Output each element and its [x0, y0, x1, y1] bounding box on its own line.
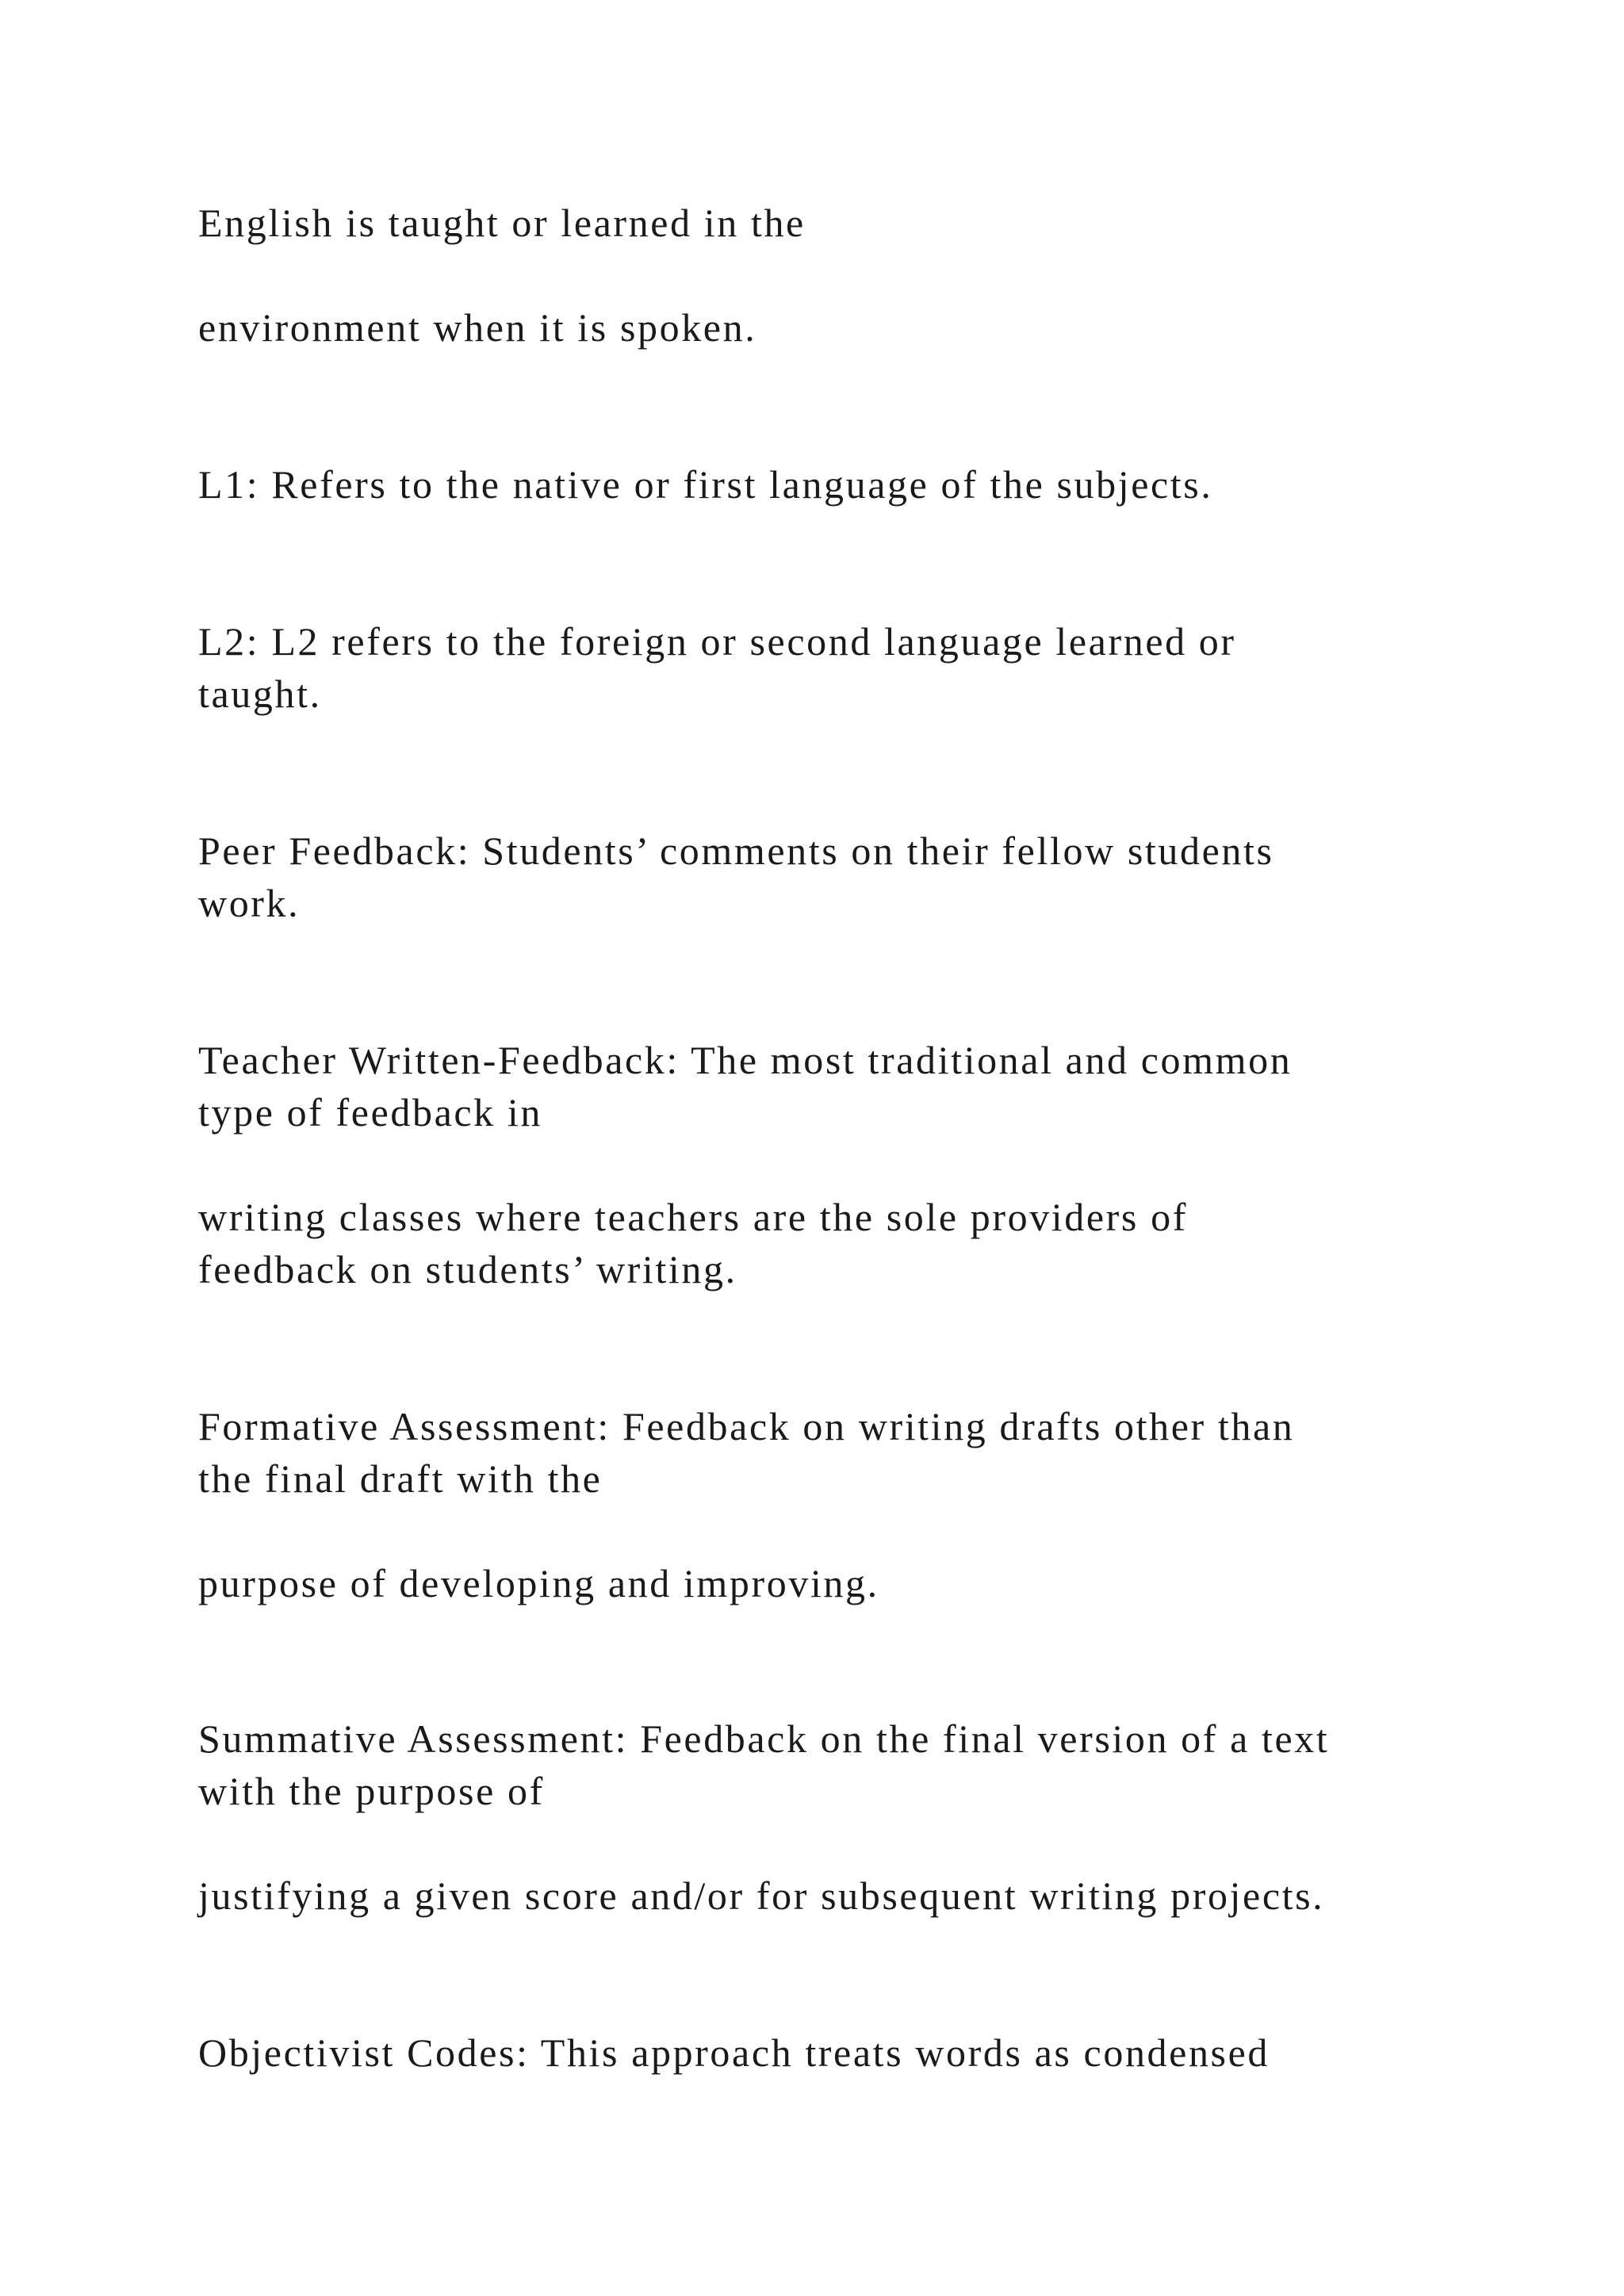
text-line: taught.	[198, 672, 322, 716]
text-line: Summative Assessment: Feedback on the final version of a text	[198, 1716, 1330, 1761]
paragraph-english-environment-1	[198, 197, 1435, 249]
definition-formative-assessment-continued	[198, 1557, 1435, 1609]
text-line: Formative Assessment: Feedback on writing drafts other than	[198, 1404, 1295, 1448]
text-line: purpose of developing and improving.	[198, 1561, 879, 1605]
definition-objectivist-codes	[198, 2026, 1435, 2079]
text-line: environment when it is spoken.	[198, 305, 757, 350]
definition-summative-assessment-continued	[198, 1869, 1435, 1922]
text-line: L1: Refers to the native or first language of the subjects.	[198, 462, 1213, 507]
definition-teacher-written-feedback	[198, 1034, 1435, 1138]
text-line: English is taught or learned in the	[198, 201, 806, 245]
definition-formative-assessment	[198, 1400, 1435, 1505]
text-line: writing classes where teachers are the sole providers of	[198, 1195, 1188, 1239]
definition-peer-feedback	[198, 825, 1435, 929]
text-line: Peer Feedback: Students’ comments on their fellow students	[198, 828, 1274, 873]
definition-l2	[198, 615, 1435, 720]
text-line: Objectivist Codes: This approach treats words as condensed	[198, 2030, 1270, 2075]
text-line: justifying a given score and/or for subsequent writing projects.	[198, 1873, 1325, 1918]
definition-summative-assessment	[198, 1712, 1435, 1817]
text-line: the final draft with the	[198, 1456, 603, 1501]
text-line: with the purpose of	[198, 1769, 545, 1813]
paragraph-english-environment-2	[198, 301, 1435, 354]
text-line: work.	[198, 881, 301, 925]
text-line: feedback on students’ writing.	[198, 1247, 737, 1292]
definition-teacher-written-feedback-continued	[198, 1191, 1435, 1295]
definition-l1	[198, 458, 1435, 511]
text-line: L2: L2 refers to the foreign or second language learned or	[198, 619, 1236, 664]
text-line: type of feedback in	[198, 1090, 542, 1135]
text-line: Teacher Written-Feedback: The most traditional and common	[198, 1038, 1293, 1082]
